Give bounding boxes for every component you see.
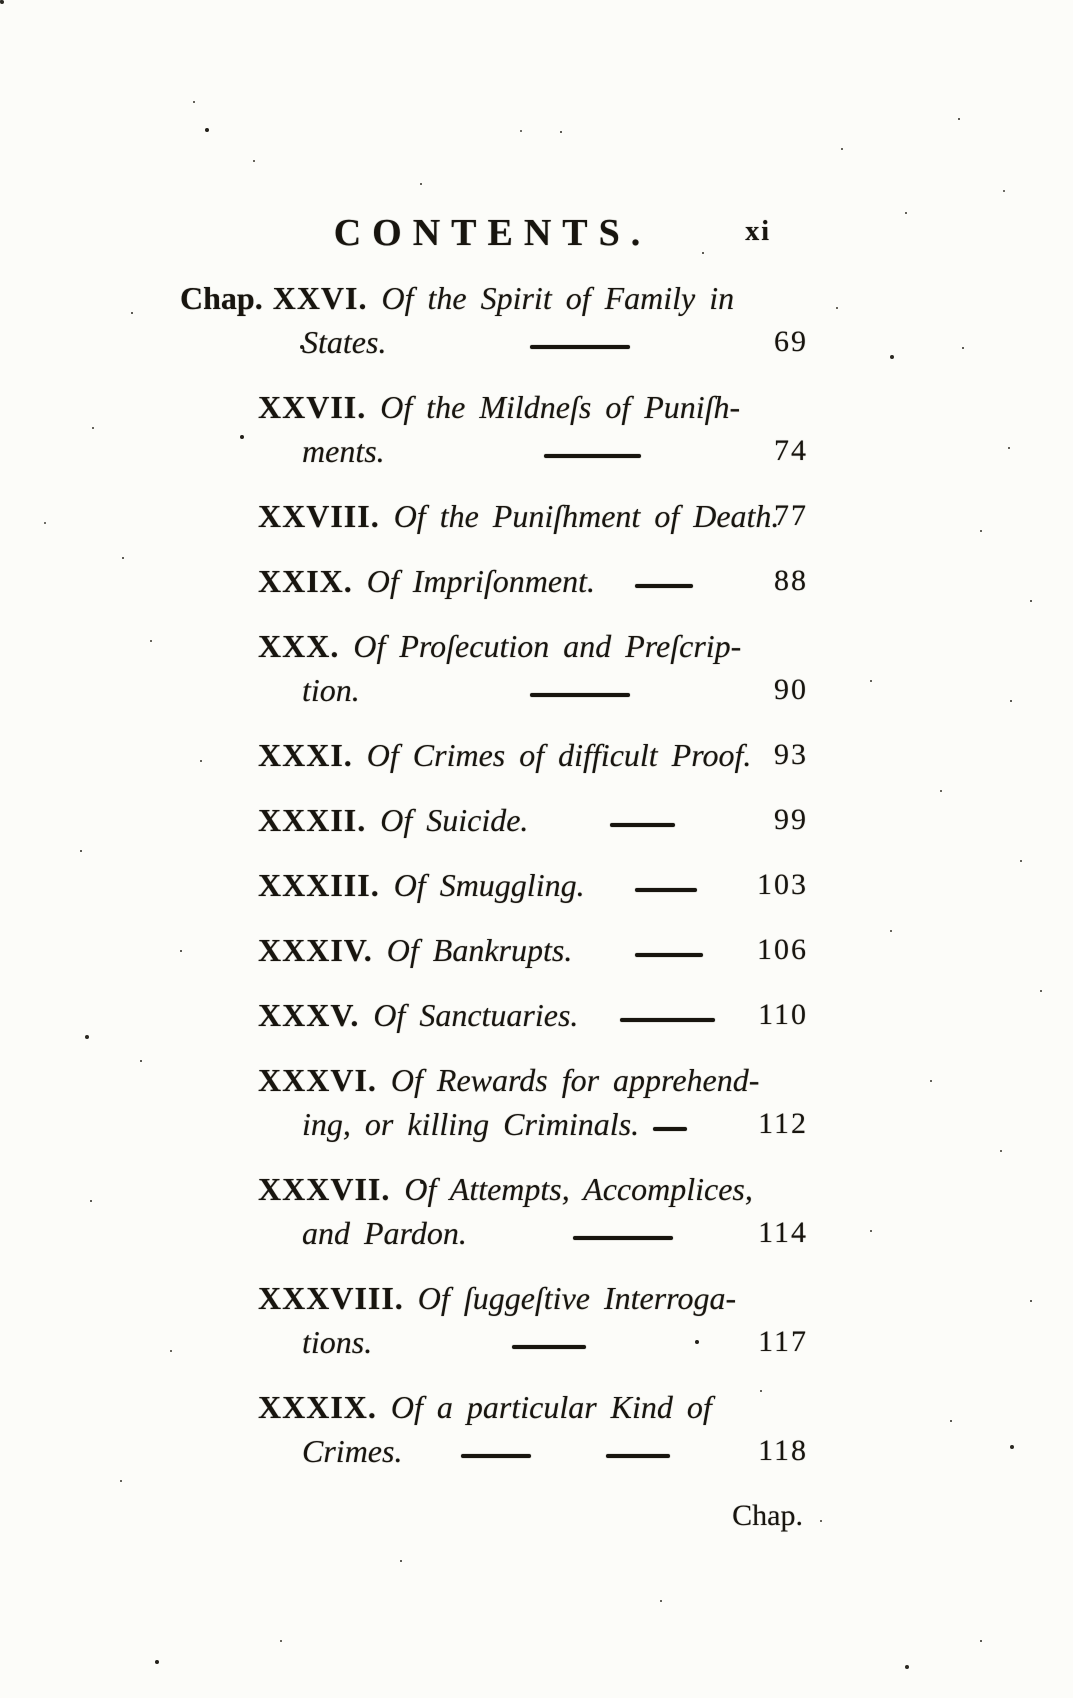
toc-entry (170, 863, 815, 907)
chapter-title: Of the Puniſhment of Death. (393, 498, 780, 534)
toc-entry (170, 494, 815, 538)
scan-noise-marks (0, 0, 4, 4)
leader-dash (573, 1236, 673, 1240)
toc-entry (170, 1276, 815, 1364)
toc-entry (170, 1167, 815, 1255)
toc-line (170, 1276, 815, 1320)
toc-entry (170, 733, 815, 777)
toc-line (170, 1385, 815, 1429)
toc-line (170, 559, 815, 603)
chapter-title: Of the Mildneſs of Puniſh- (380, 389, 741, 425)
chapter-title-continued: ing, or killing Criminals. (302, 1106, 640, 1142)
toc-line (170, 1102, 815, 1146)
chapter-numeral: XXXV. (258, 997, 360, 1033)
chapter-title-continued: ments. (302, 433, 385, 469)
toc-line (170, 928, 815, 972)
chapter-numeral: XXVII. (258, 389, 367, 425)
folio-page-number: xi (745, 216, 771, 247)
page-ref: 90 (774, 673, 808, 706)
leader-dash (544, 454, 641, 458)
page-ref: 103 (757, 868, 808, 901)
toc-entry (170, 559, 815, 603)
toc-line (170, 733, 815, 777)
chapter-title: Of Impriſonment. (366, 563, 595, 599)
chapter-numeral: XXXIX. (258, 1389, 377, 1425)
page-ref: 106 (757, 933, 808, 966)
toc-entry (170, 798, 815, 842)
toc-line (170, 624, 815, 668)
page-ref: 118 (758, 1434, 808, 1467)
leader-dash (620, 1018, 715, 1022)
leader-dash (530, 345, 630, 349)
toc-line (170, 276, 815, 320)
chapter-title: Of Smuggling. (393, 867, 585, 903)
toc-line (170, 668, 815, 712)
toc-line (170, 1320, 815, 1364)
page-ref: 77 (774, 499, 808, 532)
toc-line (170, 1167, 815, 1211)
page-ref: 74 (774, 434, 808, 467)
toc-entry (170, 276, 815, 364)
toc-line (170, 1429, 815, 1473)
leader-dash (635, 953, 703, 957)
toc-line (170, 863, 815, 907)
leader-dash (610, 823, 675, 827)
chapter-title-continued: Crimes. (302, 1433, 403, 1469)
chapter-numeral: XXIX. (258, 563, 353, 599)
page-ref: 99 (774, 803, 808, 836)
chapter-numeral: XXXII. (258, 802, 367, 838)
table-of-contents (170, 276, 815, 1473)
page-header (170, 210, 815, 262)
toc-entry (170, 993, 815, 1037)
chapter-title: Of Proſecution and Preſcrip- (353, 628, 742, 664)
chapter-title: Of Sanctuaries. (373, 997, 579, 1033)
page-ref: 93 (774, 738, 808, 771)
chapter-title: Of Rewards for apprehend- (390, 1062, 760, 1098)
leader-dash (653, 1127, 687, 1131)
toc-entry (170, 928, 815, 972)
chap-label: Chap. (180, 280, 263, 316)
chapter-numeral: XXVIII. (258, 498, 380, 534)
page-ref: 110 (758, 998, 808, 1031)
page-ref: 114 (758, 1216, 808, 1249)
toc-entry (170, 385, 815, 473)
chapter-title: Of a particular Kind of (390, 1389, 712, 1425)
leader-dash (461, 1454, 531, 1458)
chapter-numeral: XXXIV. (258, 932, 373, 968)
chapter-title-continued: States. (302, 324, 387, 360)
chapter-title-continued: and Pardon. (302, 1215, 467, 1251)
chapter-title-continued: tion. (302, 672, 360, 708)
toc-entry (170, 1385, 815, 1473)
catchword: Chap. (732, 1499, 803, 1532)
contents-heading: CONTENTS. (333, 212, 652, 254)
chapter-title: Of Attempts, Accomplices, (404, 1171, 753, 1207)
chapter-title: Of Crimes of difficult Proof. (366, 737, 752, 773)
leader-dash (512, 1345, 586, 1349)
toc-line (170, 1058, 815, 1102)
chapter-title-continued: tions. (302, 1324, 373, 1360)
toc-entry (170, 624, 815, 712)
toc-line (170, 993, 815, 1037)
toc-line (170, 494, 815, 538)
catchword-line (170, 1494, 815, 1538)
chapter-numeral: XXXVII. (258, 1171, 391, 1207)
chapter-title: Of ſuggeſtive Interroga- (417, 1280, 737, 1316)
chapter-title: Of the Spirit of Family in (381, 280, 735, 316)
chapter-numeral: XXXVIII. (258, 1280, 404, 1316)
toc-line (170, 429, 815, 473)
page-ref: 112 (758, 1107, 808, 1140)
leader-dash (635, 584, 693, 588)
toc-line (170, 798, 815, 842)
chapter-numeral: XXXVI. (258, 1062, 377, 1098)
toc-entry (170, 1058, 815, 1146)
toc-line (170, 1211, 815, 1255)
chapter-numeral: XXXIII. (258, 867, 380, 903)
chapter-numeral: XXXI. (258, 737, 353, 773)
toc-line (170, 385, 815, 429)
page-content (170, 210, 815, 1538)
chapter-title: Of Bankrupts. (386, 932, 573, 968)
page-ref: 88 (774, 564, 808, 597)
page-ref: 117 (758, 1325, 808, 1358)
toc-line (170, 320, 815, 364)
chapter-numeral: XXX. (258, 628, 340, 664)
chapter-numeral: XXVI. (272, 280, 368, 316)
chapter-title: Of Suicide. (380, 802, 529, 838)
leader-dash (530, 693, 630, 697)
leader-dash (635, 888, 697, 892)
leader-dash (606, 1454, 670, 1458)
page-ref: 69 (774, 325, 808, 358)
